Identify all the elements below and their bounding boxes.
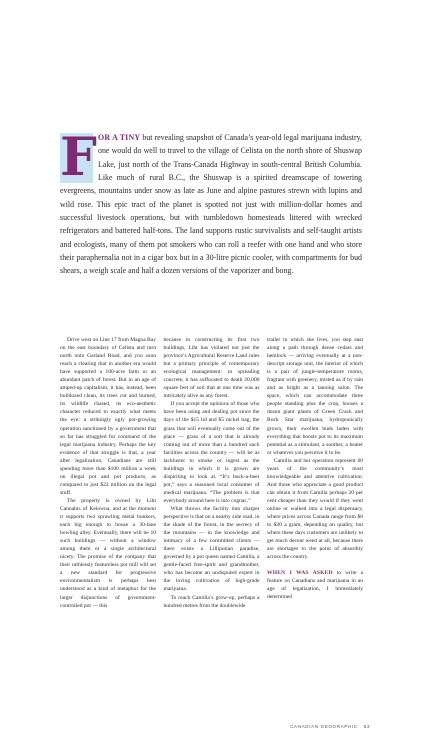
section-paragraph <box>267 569 363 601</box>
paragraph: because in constructing its first two buildings, Liht has violated not just the province’s Agricultural Reserve Land rules but a primary principle of contemporary ecological management: in spreading concrete, it has suffocated to death 20,000 square feet of soil that at one time was as intricately alive as any forest. <box>163 337 260 400</box>
paragraph: What throws the facility into sharper perspective is that on a nearby side road, in the shade of the forest, in the secrecy of the mountains — in the knowledge and intimacy of a few committed clients — there exists a Lilliputian paradise, governed by a pot queen named Camilla, a gentle-faced free-spirit and grandmother, who has become an undisputed expert in the loving cultivation of high-grade marijuana. <box>163 505 260 593</box>
lead-kicker: OR A TINY <box>98 133 141 142</box>
body-columns <box>60 336 363 610</box>
drop-cap-letter: F <box>60 127 97 188</box>
paragraph: Drive west on Line 17 from Magna Bay on the east boundary of Celista and turn north onto Garland Road, and you soon reach a clearing that in another era would have supported a 100-acre farm or an abundant patch of forest. But in an age of amped-up capitalism, it has, instead, been bulldozed clean, its trees cut and burned, its wildlife chased, its eco-aesthetic character reduced to exactly what meets the eye: a strikingly ugly pot-growing operation sanctioned by a government that so far has struggled for command of the legal marijuana industry. Perhaps the key evidence of that struggle is that, a year after legalization, Canadians are still spending more than $100 million a week on illegal pot and pot products, as compared to just $22 million on the legal stuff. <box>60 337 156 496</box>
page-footer <box>290 724 370 729</box>
lead-text: but revealing snapshot of Canada’s year-old legal marijuana industry, one would do well to travel to the village of Celista on the north shore of Shuswap Lake, just north of the Trans-Canada Highway in south-central British Columbia. Like much of rural B.C., the Shuswap is a spirited dreamscape of towering evergreens, mountains under snow as late as June and alpine pastures strewn with lupins and wild rose. This epic tract of the planet is spotted not just with million-dollar homes and successful livestock operations, but with tumbledown homesteads littered with wrecked refrigerators and battered half-tons. The land supports rustic survivalists and self-taught artists and ecologists, many of them pot smokers who can roll a reefer with one hand and who store their paraphernalia not in a cigar box but in a 30-litre picnic cooler, with compartments for bud shears, a weigh scale and half a dozen versions of the vaporizer and bong. <box>60 133 363 276</box>
lead-paragraph <box>60 127 363 278</box>
paragraph: To reach Camilla’s grow-op, perhaps a hundred metres from the doublewide <box>163 594 260 609</box>
section-text: to write a feature on Canadians and marijuana in an age of legalization, I immediately determined <box>267 570 363 601</box>
column-1 <box>60 336 156 610</box>
paragraph: trailer in which she lives, you step east along a path through dense cedars and hemlock — arriving eventually at a non-descript storage unit, the interior of which is a pair of jungle-temperature rooms, fragrant with greenery, misted as if by rain and as bright as a tanning salon. The space, which can accommodate three people standing plus the crop, houses a dozen giant plants of Green Crack and Rock Star marijuana, hydroponically grown, their swollen buds laden with everything that boosts pot to its maximum potential as a stimulant, a soother, a healer or whatever you perceive it to be. <box>267 337 363 456</box>
paragraph: If you accept the opinions of those who have been using and dealing pot since the days of the $15 lid and $5 nickel bag, the grass that will eventually come out of the place — grass of a sort that is already coming out of more than a hundred such facilities across the country — will be as lackluster to smoke or ingest as the buildings in which it is grown are dispiriting to look at. “It’s buck-a-beer pot,” says a seasoned local consumer of medical marijuana. “The problem is that everybody around here is into cognac.” <box>163 401 260 504</box>
section-kicker: WHEN I WAS ASKED <box>267 570 333 577</box>
publication-name: CANADIAN GEOGRAPHIC <box>290 724 358 729</box>
paragraph: Camilla and her operation represent 60 years of the community’s most knowledgeable and attentive cultivation. And those who appreciate a good product can obtain it from Camilla perhaps 20 per cent cheaper than they would if they went online or walked into a legal dispensary, where prices across Canada range from $6 to $20 a gram, depending on quality, but where these days customers are unlikely to get much decent weed at all, because there are shortages to the point of absurdity across the country. <box>267 457 363 561</box>
paragraph: The property is owned by Liht Cannabis of Kelowna, and at the moment it supports two sprawling metal bunkers, each big enough to house a 30-lane bowling alley. Eventually, there will be 10 such buildings — without a window among them or a single architectural nicety. The promise of the company that their ruthlessly featureless pot mill will set a new standard for progressive environmentalism is perhaps best understood as a kind of metaphor for the larger disjunctions of government-controlled pot — this <box>60 497 156 609</box>
section-break <box>267 561 363 569</box>
drop-cap <box>60 127 97 188</box>
page-number: 53 <box>363 724 370 729</box>
column-3 <box>267 336 363 610</box>
column-2 <box>164 336 260 610</box>
